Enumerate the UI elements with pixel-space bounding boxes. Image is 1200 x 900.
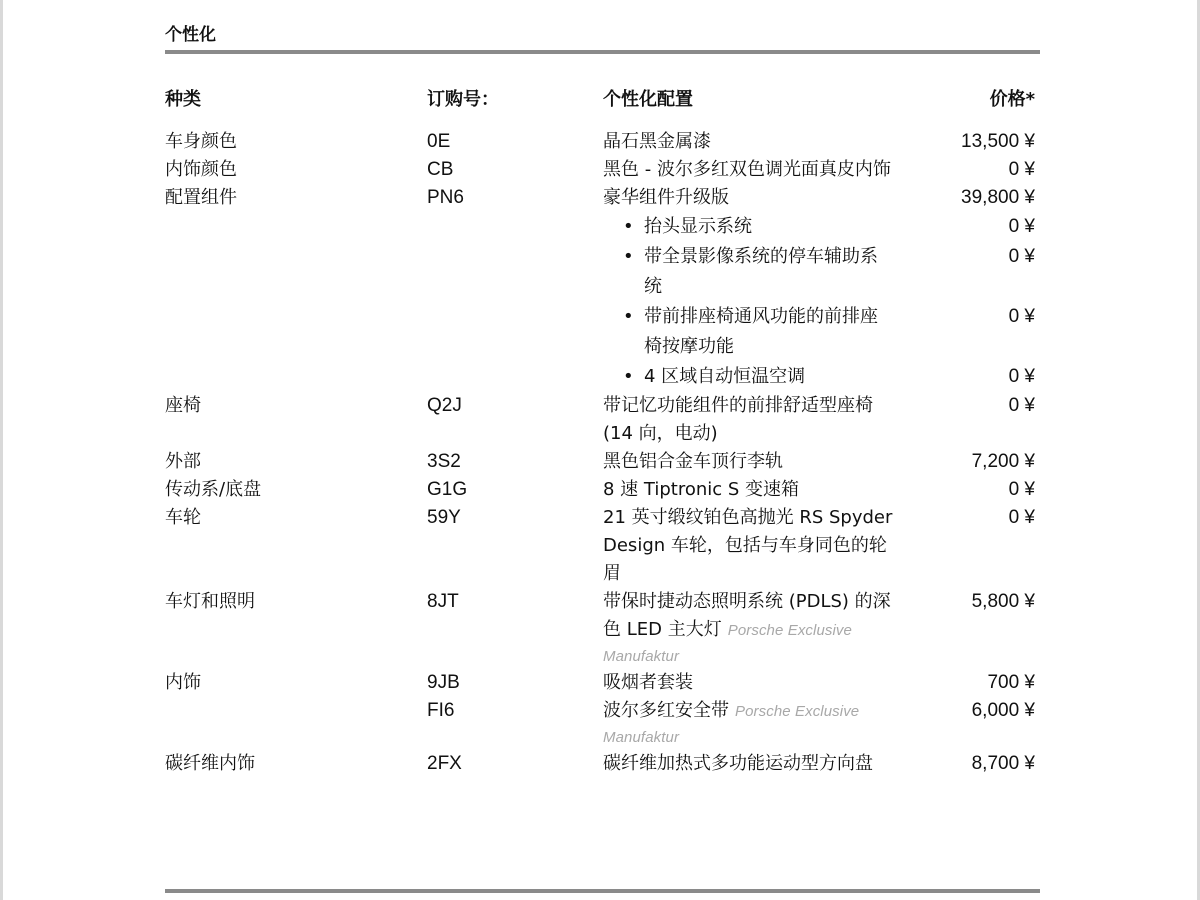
row-category: 外部 xyxy=(165,451,201,472)
brand-label-line2: Manufaktur xyxy=(603,648,680,665)
table-header xyxy=(165,85,1040,111)
row-category: 传动系/底盘 xyxy=(165,479,262,500)
row-price: 6,000 ¥ xyxy=(971,700,1035,721)
header-category: 种类 xyxy=(165,89,201,110)
bottom-divider xyxy=(165,889,1040,893)
row-category: 座椅 xyxy=(165,395,201,416)
sub-item-text: 带前排座椅通风功能的前排座椅按摩功能 xyxy=(644,306,878,357)
row-code: FI6 xyxy=(427,700,455,721)
row-price: 0 ¥ xyxy=(1008,395,1035,416)
row-price: 0 ¥ xyxy=(1008,479,1035,500)
row-price: 0 ¥ xyxy=(1008,507,1035,528)
document-page xyxy=(165,0,1040,900)
table-row xyxy=(165,504,1040,588)
header-price: 价格* xyxy=(989,89,1035,110)
table-row xyxy=(165,156,1040,184)
header-code: 订购号： xyxy=(427,89,499,110)
row-desc: 8 速 Tiptronic S 变速箱 xyxy=(603,479,800,500)
row-code: Q2J xyxy=(427,395,462,416)
table-row xyxy=(165,448,1040,476)
row-desc xyxy=(603,588,895,669)
row-price: 0 ¥ xyxy=(1008,159,1035,180)
section-title: 个性化 xyxy=(165,25,216,45)
bullet-icon: • xyxy=(623,246,634,267)
row-category: 内饰 xyxy=(165,672,201,693)
row-desc: 豪华组件升级版 xyxy=(603,187,729,208)
brand-label-line2: Manufaktur xyxy=(603,729,680,746)
row-desc-text: 带保时捷动态照明系统 (PDLS) 的深色 LED 主大灯 xyxy=(603,591,891,640)
row-code: CB xyxy=(427,159,454,180)
row-desc: 带记忆功能组件的前排舒适型座椅 (14 向，电动) xyxy=(603,395,873,444)
row-code: 9JB xyxy=(427,672,460,693)
row-price: 5,800 ¥ xyxy=(971,591,1035,612)
bullet-icon: • xyxy=(623,216,634,237)
sub-item-text: 抬头显示系统 xyxy=(644,216,752,237)
row-category: 配置组件 xyxy=(165,187,237,208)
sub-item-price: 0 ¥ xyxy=(1008,216,1035,237)
table-row xyxy=(165,588,1040,669)
sub-item xyxy=(165,362,1040,392)
row-code: 8JT xyxy=(427,591,459,612)
header-config: 个性化配置 xyxy=(603,89,693,110)
page-edge-left xyxy=(0,0,3,900)
row-code: 2FX xyxy=(427,753,462,774)
row-desc xyxy=(603,697,895,750)
row-code: PN6 xyxy=(427,187,464,208)
row-code: 59Y xyxy=(427,507,461,528)
brand-label: Porsche Exclusive xyxy=(735,703,860,720)
sub-item xyxy=(165,242,1040,302)
row-code: G1G xyxy=(427,479,468,500)
table-row xyxy=(165,476,1040,504)
bullet-icon: • xyxy=(623,306,634,327)
bullet-icon: • xyxy=(623,366,634,387)
row-price: 8,700 ¥ xyxy=(971,753,1035,774)
table-row xyxy=(165,697,1040,750)
row-desc: 21 英寸缎纹铂色高抛光 RS Spyder Design 车轮，包括与车身同色的轮眉 xyxy=(603,507,893,584)
top-divider xyxy=(165,50,1040,54)
sub-item xyxy=(165,302,1040,362)
options-table xyxy=(165,128,1040,778)
row-category: 内饰颜色 xyxy=(165,159,237,180)
table-row xyxy=(165,750,1040,778)
sub-item-price: 0 ¥ xyxy=(1008,366,1035,387)
sub-item-price: 0 ¥ xyxy=(1008,306,1035,327)
table-row xyxy=(165,392,1040,448)
sub-item xyxy=(165,212,1040,242)
table-row xyxy=(165,128,1040,156)
row-desc: 黑色 - 波尔多红双色调光面真皮内饰 xyxy=(603,159,891,180)
table-row xyxy=(165,669,1040,697)
row-code: 3S2 xyxy=(427,451,461,472)
sub-item-text: 4 区域自动恒温空调 xyxy=(644,366,806,387)
row-desc: 黑色铝合金车顶行李轨 xyxy=(603,451,783,472)
row-desc-text: 波尔多红安全带 xyxy=(603,700,729,721)
table-row xyxy=(165,184,1040,212)
row-price: 700 ¥ xyxy=(987,672,1035,693)
row-desc: 碳纤维加热式多功能运动型方向盘 xyxy=(603,753,873,774)
row-code: 0E xyxy=(427,131,451,152)
row-price: 13,500 ¥ xyxy=(961,131,1035,152)
sub-item-text: 带全景影像系统的停车辅助系统 xyxy=(644,246,878,297)
row-desc: 晶石黑金属漆 xyxy=(603,131,711,152)
row-category: 车身颜色 xyxy=(165,131,237,152)
row-price: 39,800 ¥ xyxy=(961,187,1035,208)
row-category: 车轮 xyxy=(165,507,201,528)
row-category: 车灯和照明 xyxy=(165,591,255,612)
brand-label: Porsche Exclusive xyxy=(727,622,852,639)
row-desc: 吸烟者套装 xyxy=(603,672,693,693)
row-category: 碳纤维内饰 xyxy=(165,753,255,774)
sub-item-price: 0 ¥ xyxy=(1008,246,1035,267)
row-price: 7,200 ¥ xyxy=(971,451,1035,472)
